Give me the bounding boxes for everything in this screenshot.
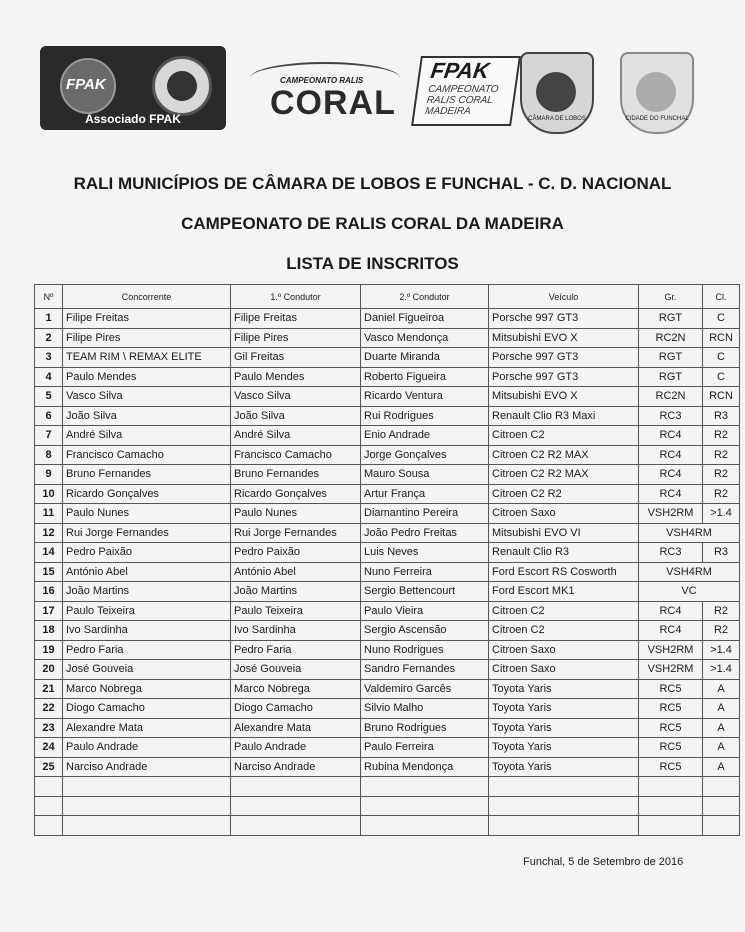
cell-classe: R2 (703, 445, 740, 465)
table-row (35, 816, 740, 836)
place-date: Funchal, 5 de Setembro de 2016 (523, 856, 684, 868)
table-row (35, 484, 740, 504)
table-row (35, 601, 740, 621)
cell-number: 22 (35, 699, 63, 719)
camara-de-lobos-crest-icon (520, 52, 594, 134)
cell-classe: C (703, 309, 740, 329)
cell-condutor2: Bruno Rodrigues (361, 718, 489, 738)
header-number: Nº (35, 285, 63, 309)
cell-grupo: VC (639, 582, 740, 602)
header-condutor2: 2.º Condutor (361, 285, 489, 309)
cell-grupo (639, 796, 703, 816)
cell-concorrente: Francisco Camacho (63, 445, 231, 465)
cell-condutor1: Pedro Paixão (231, 543, 361, 563)
cell-classe: R2 (703, 426, 740, 446)
cell-classe (703, 777, 740, 797)
cell-classe: >1.4 (703, 660, 740, 680)
cell-veiculo: Citroen C2 (489, 621, 639, 641)
funchal-crest-icon (620, 52, 694, 134)
cell-number (35, 796, 63, 816)
cell-number: 1 (35, 309, 63, 329)
cell-condutor2: Sergio Ascensão (361, 621, 489, 641)
cell-condutor1: João Silva (231, 406, 361, 426)
crest-caption: CIDADE DO FUNCHAL (625, 116, 689, 122)
header-concorrente: Concorrente (63, 285, 231, 309)
cell-concorrente: Pedro Paixão (63, 543, 231, 563)
cell-condutor1: Pedro Faria (231, 640, 361, 660)
cell-grupo: RC4 (639, 621, 703, 641)
table-row (35, 387, 740, 407)
cell-condutor1: Ricardo Gonçalves (231, 484, 361, 504)
fpak-association-logo (40, 46, 226, 130)
cell-veiculo: Citroen Saxo (489, 660, 639, 680)
cell-number: 24 (35, 738, 63, 758)
cell-concorrente: Paulo Teixeira (63, 601, 231, 621)
cell-classe: C (703, 367, 740, 387)
cell-grupo: VSH4RM (639, 562, 740, 582)
header-classe: Cl. (703, 285, 740, 309)
championship-title: CAMPEONATO DE RALIS CORAL DA MADEIRA (181, 214, 564, 233)
table-row (35, 328, 740, 348)
table-row (35, 348, 740, 368)
cell-veiculo: Toyota Yaris (489, 679, 639, 699)
cell-condutor1 (231, 777, 361, 797)
cell-concorrente: Filipe Pires (63, 328, 231, 348)
cell-concorrente (63, 816, 231, 836)
header-condutor1: 1.º Condutor (231, 285, 361, 309)
cell-classe: >1.4 (703, 504, 740, 524)
cell-grupo: VSH2RM (639, 640, 703, 660)
cell-concorrente: Vasco Silva (63, 387, 231, 407)
cell-condutor1: Ivo Sardinha (231, 621, 361, 641)
cell-number: 21 (35, 679, 63, 699)
cell-classe: A (703, 679, 740, 699)
cell-condutor2: Paulo Ferreira (361, 738, 489, 758)
cell-condutor1: Filipe Pires (231, 328, 361, 348)
cell-number: 25 (35, 757, 63, 777)
fpak-emblem-text: FPAK (66, 76, 106, 93)
cell-condutor2: Nuno Rodrigues (361, 640, 489, 660)
cell-condutor1 (231, 796, 361, 816)
cell-condutor1: Marco Nobrega (231, 679, 361, 699)
cell-number: 23 (35, 718, 63, 738)
cell-classe: R3 (703, 406, 740, 426)
cell-number: 12 (35, 523, 63, 543)
cell-grupo: RC4 (639, 445, 703, 465)
cell-veiculo: Citroen C2 R2 (489, 484, 639, 504)
cell-condutor1: Rui Jorge Fernandes (231, 523, 361, 543)
document-title: RALI MUNICÍPIOS DE CÂMARA DE LOBOS E FUNCHAL - C. D. NACIONAL (73, 174, 672, 193)
cell-number: 17 (35, 601, 63, 621)
table-row (35, 406, 740, 426)
cell-classe: R3 (703, 543, 740, 563)
cell-concorrente: José Gouveia (63, 660, 231, 680)
cell-number: 15 (35, 562, 63, 582)
cell-grupo: RGT (639, 367, 703, 387)
cell-grupo: RC4 (639, 484, 703, 504)
cell-condutor2: Valdemiro Garcês (361, 679, 489, 699)
table-row (35, 504, 740, 524)
cell-grupo: RC5 (639, 718, 703, 738)
cell-grupo (639, 816, 703, 836)
table-row (35, 445, 740, 465)
table-row (35, 367, 740, 387)
cell-grupo: RC5 (639, 738, 703, 758)
cell-condutor1: Bruno Fernandes (231, 465, 361, 485)
cell-concorrente: João Martins (63, 582, 231, 602)
cell-condutor1: José Gouveia (231, 660, 361, 680)
cell-grupo: RC2N (639, 387, 703, 407)
cell-classe: A (703, 718, 740, 738)
anchor-icon (536, 72, 576, 112)
cell-concorrente: Paulo Nunes (63, 504, 231, 524)
table-row (35, 660, 740, 680)
cell-condutor2: Ricardo Ventura (361, 387, 489, 407)
cell-condutor2: Duarte Miranda (361, 348, 489, 368)
cell-grupo: RGT (639, 309, 703, 329)
cell-number: 2 (35, 328, 63, 348)
cell-classe: RCN (703, 328, 740, 348)
cell-number (35, 777, 63, 797)
cell-condutor1: Francisco Camacho (231, 445, 361, 465)
cell-condutor2: Rubina Mendonça (361, 757, 489, 777)
cell-classe (703, 796, 740, 816)
logo-strip (40, 40, 700, 130)
cell-number: 11 (35, 504, 63, 524)
cell-veiculo: Renault Clio R3 Maxi (489, 406, 639, 426)
cell-condutor2: Daniel Figueiroa (361, 309, 489, 329)
list-title: LISTA DE INSCRITOS (286, 254, 459, 273)
cell-number: 19 (35, 640, 63, 660)
cell-grupo: RC5 (639, 757, 703, 777)
cell-veiculo: Porsche 997 GT3 (489, 367, 639, 387)
cell-veiculo: Toyota Yaris (489, 738, 639, 758)
table-row (35, 562, 740, 582)
cell-concorrente: Paulo Mendes (63, 367, 231, 387)
table-row (35, 679, 740, 699)
cell-veiculo (489, 816, 639, 836)
table-header-row (35, 285, 740, 309)
cell-grupo: RC4 (639, 465, 703, 485)
cell-condutor1: Paulo Teixeira (231, 601, 361, 621)
cell-number: 6 (35, 406, 63, 426)
cell-grupo: VSH4RM (639, 523, 740, 543)
cell-concorrente (63, 796, 231, 816)
cell-condutor2 (361, 816, 489, 836)
cell-classe: R2 (703, 484, 740, 504)
cell-grupo: RGT (639, 348, 703, 368)
cell-veiculo (489, 796, 639, 816)
cell-number: 8 (35, 445, 63, 465)
cell-concorrente: João Silva (63, 406, 231, 426)
cell-veiculo: Porsche 997 GT3 (489, 309, 639, 329)
table-row (35, 718, 740, 738)
cell-veiculo: Citroen C2 (489, 426, 639, 446)
cell-condutor1: Narciso Andrade (231, 757, 361, 777)
cell-condutor2: Enio Andrade (361, 426, 489, 446)
cell-condutor2 (361, 796, 489, 816)
cell-concorrente: Narciso Andrade (63, 757, 231, 777)
cell-veiculo: Porsche 997 GT3 (489, 348, 639, 368)
cell-concorrente: Paulo Andrade (63, 738, 231, 758)
cell-concorrente: Alexandre Mata (63, 718, 231, 738)
table-row (35, 621, 740, 641)
cell-number: 16 (35, 582, 63, 602)
cell-condutor2: Diamantino Pereira (361, 504, 489, 524)
cell-condutor1: António Abel (231, 562, 361, 582)
table-row (35, 426, 740, 446)
cell-concorrente: Marco Nobrega (63, 679, 231, 699)
cell-concorrente: Filipe Freitas (63, 309, 231, 329)
cell-veiculo: Toyota Yaris (489, 699, 639, 719)
cell-concorrente: André Silva (63, 426, 231, 446)
cell-condutor2: Silvio Malho (361, 699, 489, 719)
cell-condutor1: Paulo Nunes (231, 504, 361, 524)
cell-condutor2: Vasco Mendonça (361, 328, 489, 348)
cell-condutor2: Sergio Bettencourt (361, 582, 489, 602)
cell-condutor1 (231, 816, 361, 836)
cell-condutor2 (361, 777, 489, 797)
table-row (35, 640, 740, 660)
cell-condutor2: João Pedro Freitas (361, 523, 489, 543)
table-row (35, 465, 740, 485)
cell-condutor1: Diogo Camacho (231, 699, 361, 719)
club-emblem-icon (152, 56, 212, 116)
cell-condutor1: Alexandre Mata (231, 718, 361, 738)
cell-grupo: RC2N (639, 328, 703, 348)
cell-veiculo (489, 777, 639, 797)
cell-number: 20 (35, 660, 63, 680)
cell-number: 14 (35, 543, 63, 563)
cell-condutor1: Vasco Silva (231, 387, 361, 407)
cell-concorrente: Diogo Camacho (63, 699, 231, 719)
cell-classe: RCN (703, 387, 740, 407)
table-row (35, 582, 740, 602)
cell-grupo: RC5 (639, 679, 703, 699)
cell-condutor1: Paulo Andrade (231, 738, 361, 758)
cell-classe: A (703, 738, 740, 758)
cell-condutor1: André Silva (231, 426, 361, 446)
cell-veiculo: Citroen Saxo (489, 504, 639, 524)
cell-condutor1: Filipe Freitas (231, 309, 361, 329)
associado-label: Associado FPAK (85, 112, 181, 126)
cell-veiculo: Renault Clio R3 (489, 543, 639, 563)
cell-condutor1: Gil Freitas (231, 348, 361, 368)
table-row (35, 309, 740, 329)
cell-condutor1: Paulo Mendes (231, 367, 361, 387)
table-row (35, 757, 740, 777)
cell-veiculo: Citroen Saxo (489, 640, 639, 660)
crest-caption: CÂMARA DE LOBOS (528, 116, 586, 122)
cell-condutor2: Nuno Ferreira (361, 562, 489, 582)
cell-veiculo: Citroen C2 R2 MAX (489, 445, 639, 465)
cell-grupo: RC3 (639, 543, 703, 563)
cell-condutor2: Paulo Vieira (361, 601, 489, 621)
cell-veiculo: Citroen C2 (489, 601, 639, 621)
table-row (35, 523, 740, 543)
table-row (35, 738, 740, 758)
cell-classe (703, 816, 740, 836)
entry-list-table (34, 284, 740, 836)
cell-concorrente: TEAM RIM \ REMAX ELITE (63, 348, 231, 368)
cell-grupo: VSH2RM (639, 504, 703, 524)
cell-condutor2: Artur França (361, 484, 489, 504)
cell-classe: R2 (703, 621, 740, 641)
cell-grupo: RC3 (639, 406, 703, 426)
cell-concorrente: Ivo Sardinha (63, 621, 231, 641)
cell-concorrente: Bruno Fernandes (63, 465, 231, 485)
cell-condutor2: Rui Rodrigues (361, 406, 489, 426)
cell-grupo (639, 777, 703, 797)
cell-concorrente: António Abel (63, 562, 231, 582)
cell-classe: A (703, 757, 740, 777)
cell-concorrente: Rui Jorge Fernandes (63, 523, 231, 543)
cell-grupo: RC4 (639, 426, 703, 446)
cell-classe: R2 (703, 465, 740, 485)
shield-icon (636, 72, 676, 112)
cell-concorrente: Pedro Faria (63, 640, 231, 660)
header-grupo: Gr. (639, 285, 703, 309)
cell-number: 18 (35, 621, 63, 641)
fpak-emblem-icon (60, 58, 116, 114)
cell-condutor2: Sandro Fernandes (361, 660, 489, 680)
cell-veiculo: Mitsubishi EVO X (489, 328, 639, 348)
table-row (35, 777, 740, 797)
fpak-championship-sub: CAMPEONATO RALIS CORAL MADEIRA (424, 84, 500, 117)
cell-condutor2: Jorge Gonçalves (361, 445, 489, 465)
table-row (35, 543, 740, 563)
cell-grupo: VSH2RM (639, 660, 703, 680)
cell-veiculo: Toyota Yaris (489, 757, 639, 777)
coral-logo-small: CAMPEONATO RALIS (280, 76, 364, 85)
cell-number: 10 (35, 484, 63, 504)
cell-condutor1: João Martins (231, 582, 361, 602)
coral-logo (240, 58, 410, 130)
table-row (35, 699, 740, 719)
cell-number (35, 816, 63, 836)
cell-veiculo: Ford Escort MK1 (489, 582, 639, 602)
coral-logo-big: CORAL (270, 84, 396, 122)
cell-number: 7 (35, 426, 63, 446)
cell-veiculo: Ford Escort RS Cosworth (489, 562, 639, 582)
table-row (35, 796, 740, 816)
cell-veiculo: Citroen C2 R2 MAX (489, 465, 639, 485)
cell-number: 9 (35, 465, 63, 485)
cell-condutor2: Mauro Sousa (361, 465, 489, 485)
cell-number: 3 (35, 348, 63, 368)
cell-grupo: RC4 (639, 601, 703, 621)
fpak-championship-logo (411, 56, 521, 126)
cell-number: 4 (35, 367, 63, 387)
cell-classe: R2 (703, 601, 740, 621)
header-veiculo: Veículo (489, 285, 639, 309)
cell-concorrente (63, 777, 231, 797)
cell-veiculo: Toyota Yaris (489, 718, 639, 738)
cell-grupo: RC5 (639, 699, 703, 719)
cell-classe: C (703, 348, 740, 368)
cell-number: 5 (35, 387, 63, 407)
fpak-championship-title: FPAK (429, 58, 491, 83)
cell-condutor2: Roberto Figueira (361, 367, 489, 387)
cell-veiculo: Mitsubishi EVO VI (489, 523, 639, 543)
cell-classe: >1.4 (703, 640, 740, 660)
cell-concorrente: Ricardo Gonçalves (63, 484, 231, 504)
cell-condutor2: Luis Neves (361, 543, 489, 563)
cell-veiculo: Mitsubishi EVO X (489, 387, 639, 407)
cell-classe: A (703, 699, 740, 719)
